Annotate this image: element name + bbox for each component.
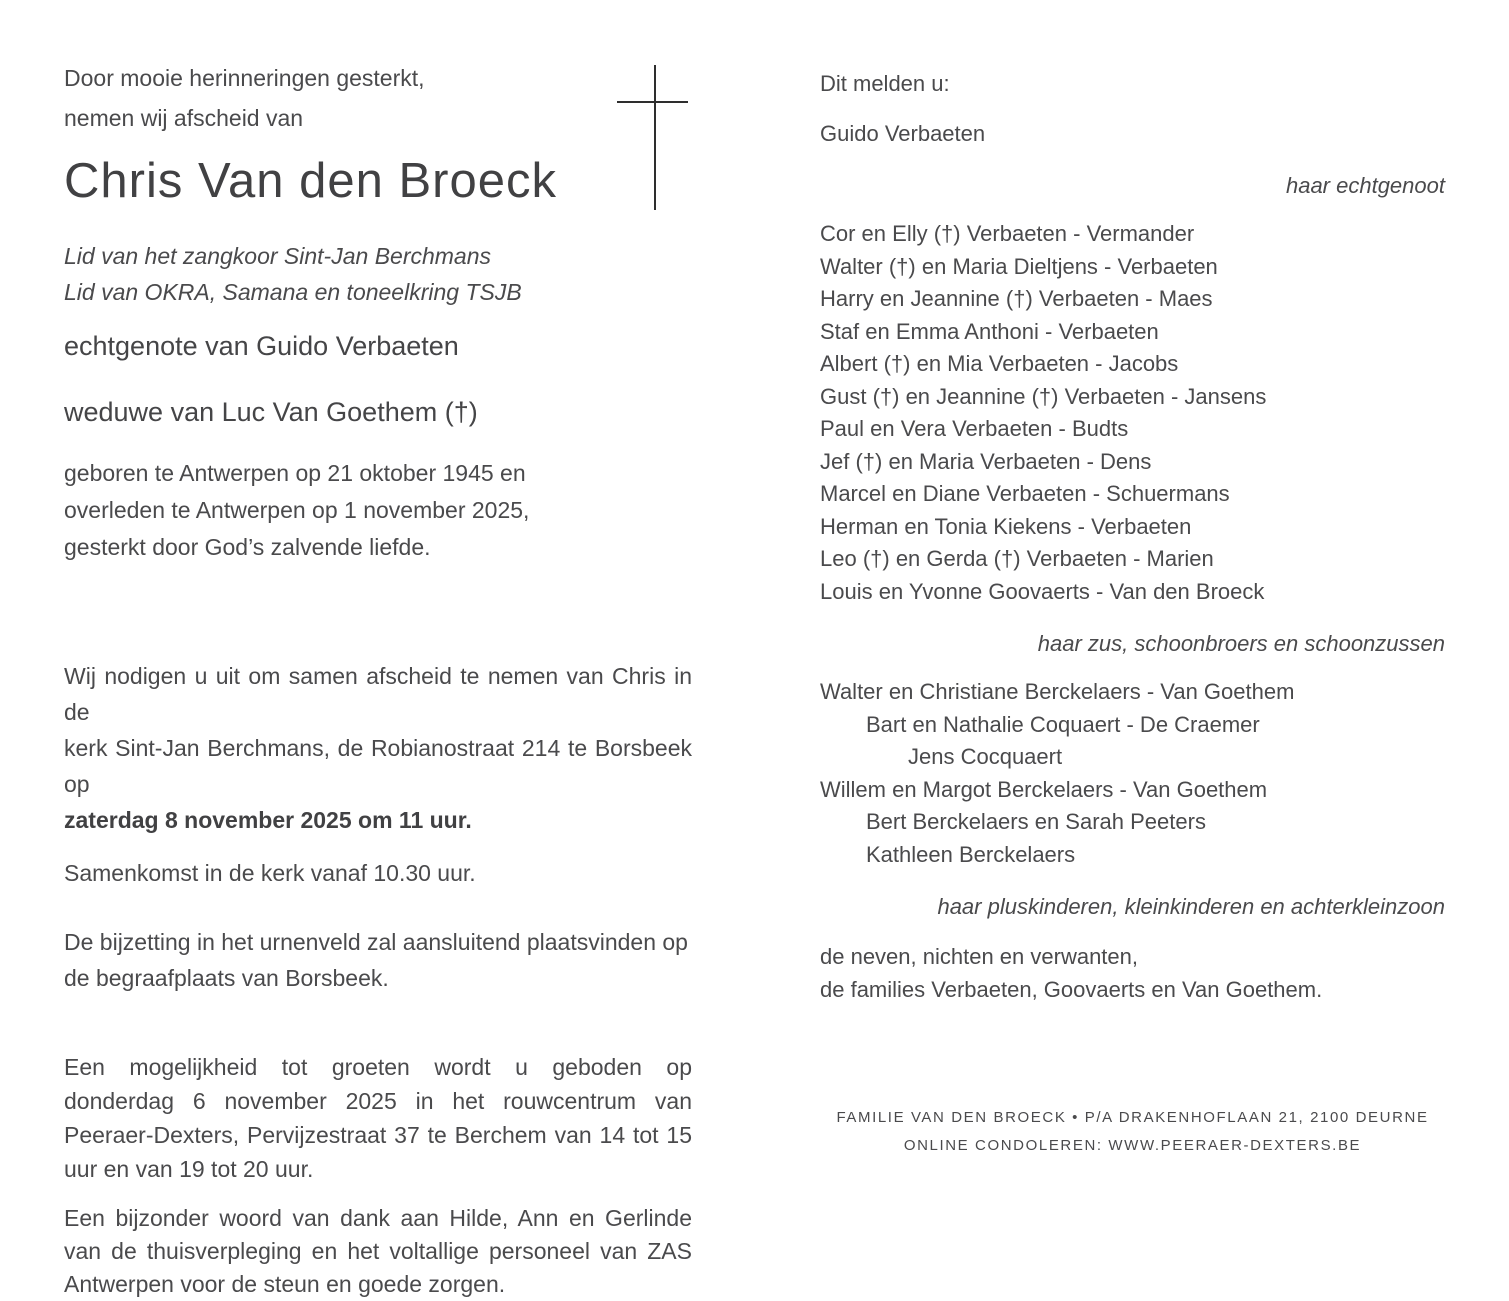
- visitation-line: donderdag 6 november 2025 in het rouwcentrum van: [64, 1088, 692, 1114]
- life-dates-line: overleden te Antwerpen op 1 november 2025,: [64, 497, 530, 523]
- caption-siblings: haar zus, schoonbroers en schoonzussen: [1037, 631, 1445, 656]
- intro-line: nemen wij afscheid van: [64, 105, 304, 131]
- announcer-name: Guido Verbaeten: [820, 121, 986, 146]
- intro-line: Door mooie herinneringen gesterkt,: [64, 65, 425, 91]
- burial-block: [64, 924, 692, 996]
- family-member-line: Leo (†) en Gerda (†) Verbaeten - Marien: [820, 546, 1214, 571]
- visitation-line: Een mogelijkheid tot groeten wordt u geboden op: [64, 1054, 692, 1080]
- thanks-block: [64, 1202, 692, 1301]
- family-member-line: Albert (†) en Mia Verbaeten - Jacobs: [820, 351, 1179, 376]
- thanks-line: Een bijzonder woord van dank aan Hilde, Ann en Gerlinde: [64, 1205, 692, 1231]
- stepfamily-line: Bert Berckelaers en Sarah Peeters: [866, 809, 1206, 834]
- family-member-line: Walter (†) en Maria Dieltjens - Verbaeten: [820, 253, 1218, 279]
- intro-block: [64, 58, 692, 138]
- gathering-block: [64, 855, 692, 891]
- family-member-line: Gust (†) en Jeannine (†) Verbaeten - Jansens: [820, 383, 1267, 409]
- visitation-line: Peeraer-Dexters, Pervijzestraat 37 te Berchem van 14 tot 15: [64, 1122, 692, 1148]
- memberships-block: [64, 238, 692, 310]
- visitation-line: uur en van 19 tot 20 uur.: [64, 1156, 314, 1182]
- family-member-line: Staf en Emma Anthoni - Verbaeten: [820, 318, 1159, 344]
- gathering-line: Samenkomst in de kerk vanaf 10.30 uur.: [64, 860, 476, 886]
- family-list: [820, 218, 1445, 608]
- thanks-line: van de thuisverpleging en het voltallige personeel van ZAS: [64, 1238, 692, 1264]
- widow-line: weduwe van Luc Van Goethem (†): [64, 397, 478, 427]
- invitation-line: kerk Sint-Jan Berchmans, de Robianostraat 214 te Borsbeek op: [64, 735, 692, 797]
- deceased-name: Chris Van den Broeck: [64, 154, 557, 208]
- caption-children: haar pluskinderen, kleinkinderen en achterkleinzoon: [937, 894, 1445, 919]
- right-column: [820, 0, 1445, 1160]
- family-member-line: Marcel en Diane Verbaeten - Schuermans: [820, 481, 1230, 506]
- family-member-line: Harry en Jeannine (†) Verbaeten - Maes: [820, 286, 1213, 311]
- visitation-block: [64, 1050, 692, 1186]
- stepfamily-line: Willem en Margot Berckelaers - Van Goethem: [820, 776, 1268, 802]
- burial-line: de begraafplaats van Borsbeek.: [64, 965, 389, 991]
- invitation-line: Wij nodigen u uit om samen afscheid te nemen van Chris in de: [64, 663, 692, 725]
- family-member-line: Jef (†) en Maria Verbaeten - Dens: [820, 448, 1152, 474]
- stepfamily-line: Bart en Nathalie Coquaert - De Craemer: [866, 711, 1260, 737]
- membership-line: Lid van het zangkoor Sint-Jan Berchmans: [64, 243, 492, 269]
- stepfamily-line: Kathleen Berckelaers: [866, 841, 1076, 867]
- footer-address-line: FAMILIE VAN DEN BROECK • P/A DRAKENHOFLAAN 21, 2100 DEURNE: [836, 1109, 1429, 1126]
- life-dates-line: geboren te Antwerpen op 21 oktober 1945 en: [64, 460, 526, 486]
- stepfamily-list: [820, 676, 1445, 871]
- caption-spouse: haar echtgenoot: [1285, 173, 1445, 198]
- funeral-date-line: zaterdag 8 november 2025 om 11 uur.: [64, 807, 472, 833]
- footer-condolence-line: ONLINE CONDOLEREN: WWW.PEERAER-DEXTERS.BE: [903, 1137, 1362, 1154]
- relatives-line: de neven, nichten en verwanten,: [820, 944, 1139, 969]
- family-member-line: Herman en Tonia Kiekens - Verbaeten: [820, 513, 1192, 539]
- contact-footer: [820, 1104, 1445, 1160]
- family-member-line: Louis en Yvonne Goovaerts - Van den Broeck: [820, 578, 1265, 604]
- life-dates-block: [64, 455, 692, 566]
- membership-line: Lid van OKRA, Samana en toneelkring TSJB: [64, 279, 522, 305]
- left-column: [64, 0, 692, 1301]
- burial-line: De bijzetting in het urnenveld zal aansluitend plaatsvinden op: [64, 929, 688, 955]
- announce-line: Dit melden u:: [820, 71, 950, 96]
- thanks-line: Antwerpen voor de steun en goede zorgen.: [64, 1271, 506, 1297]
- family-member-line: Paul en Vera Verbaeten - Budts: [820, 416, 1129, 441]
- relatives-line: de families Verbaeten, Goovaerts en Van Goethem.: [820, 976, 1323, 1002]
- relatives-block: [820, 941, 1445, 1006]
- stepfamily-line: Walter en Christiane Berckelaers - Van Goethem: [820, 679, 1295, 704]
- stepfamily-line: Jens Cocquaert: [908, 744, 1063, 769]
- family-member-line: Cor en Elly (†) Verbaeten - Vermander: [820, 221, 1195, 246]
- life-dates-line: gesterkt door God’s zalvende liefde.: [64, 534, 431, 560]
- spouse-line: echtgenote van Guido Verbaeten: [64, 331, 459, 361]
- invitation-block: [64, 658, 692, 838]
